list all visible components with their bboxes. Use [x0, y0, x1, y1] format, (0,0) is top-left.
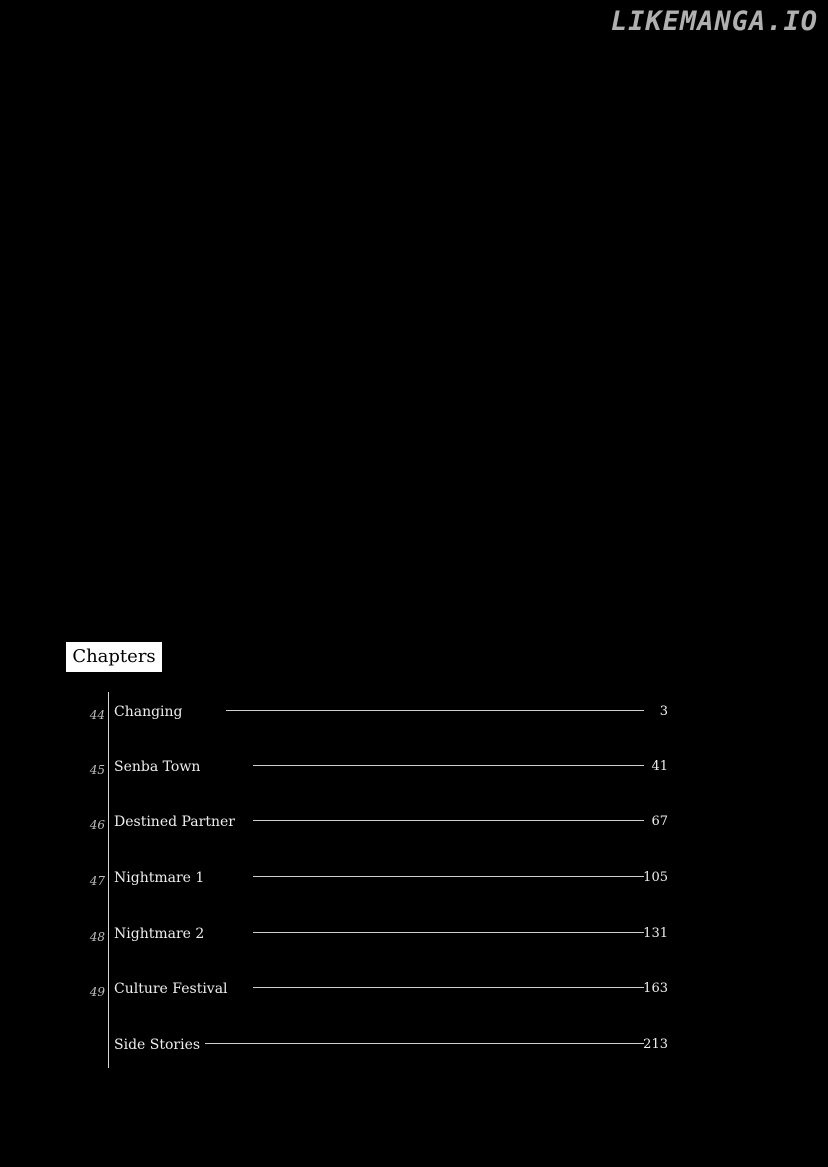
page-number: 67: [651, 814, 668, 829]
page-number: 3: [659, 704, 668, 719]
toc-entry: [0, 926, 828, 946]
page-number: 163: [643, 981, 668, 996]
chapter-title: Destined Partner: [114, 814, 235, 830]
chapter-number: 45: [89, 763, 105, 777]
chapter-title: Nightmare 2: [114, 926, 205, 942]
leader-line: [253, 820, 644, 821]
chapter-title: Senba Town: [114, 759, 201, 775]
chapter-number: 47: [89, 874, 105, 888]
site-watermark: LIKEMANGA.IO: [610, 6, 818, 37]
chapter-title: Culture Festival: [114, 981, 228, 997]
chapter-number: 48: [89, 930, 105, 944]
toc-entry: [0, 1037, 828, 1057]
chapter-number: 44: [89, 708, 105, 722]
leader-line: [205, 1043, 644, 1044]
page-number: 105: [643, 870, 668, 885]
chapter-number: 46: [89, 818, 105, 832]
chapter-title: Nightmare 1: [114, 870, 205, 886]
page-number: 41: [651, 759, 668, 774]
toc-heading: Chapters: [66, 642, 162, 672]
leader-line: [253, 932, 644, 933]
leader-line: [253, 876, 644, 877]
chapter-title: Changing: [114, 704, 183, 720]
page-number: 131: [643, 926, 668, 941]
leader-line: [253, 765, 644, 766]
toc-entry: [0, 814, 828, 834]
leader-line: [226, 710, 644, 711]
chapter-title: Side Stories: [114, 1037, 201, 1053]
leader-line: [253, 987, 644, 988]
chapter-number: 49: [89, 985, 105, 999]
toc-entry: [0, 981, 828, 1001]
toc-entry: [0, 759, 828, 779]
toc-entry: [0, 704, 828, 724]
toc-entry: [0, 870, 828, 890]
page-number: 213: [643, 1037, 668, 1052]
